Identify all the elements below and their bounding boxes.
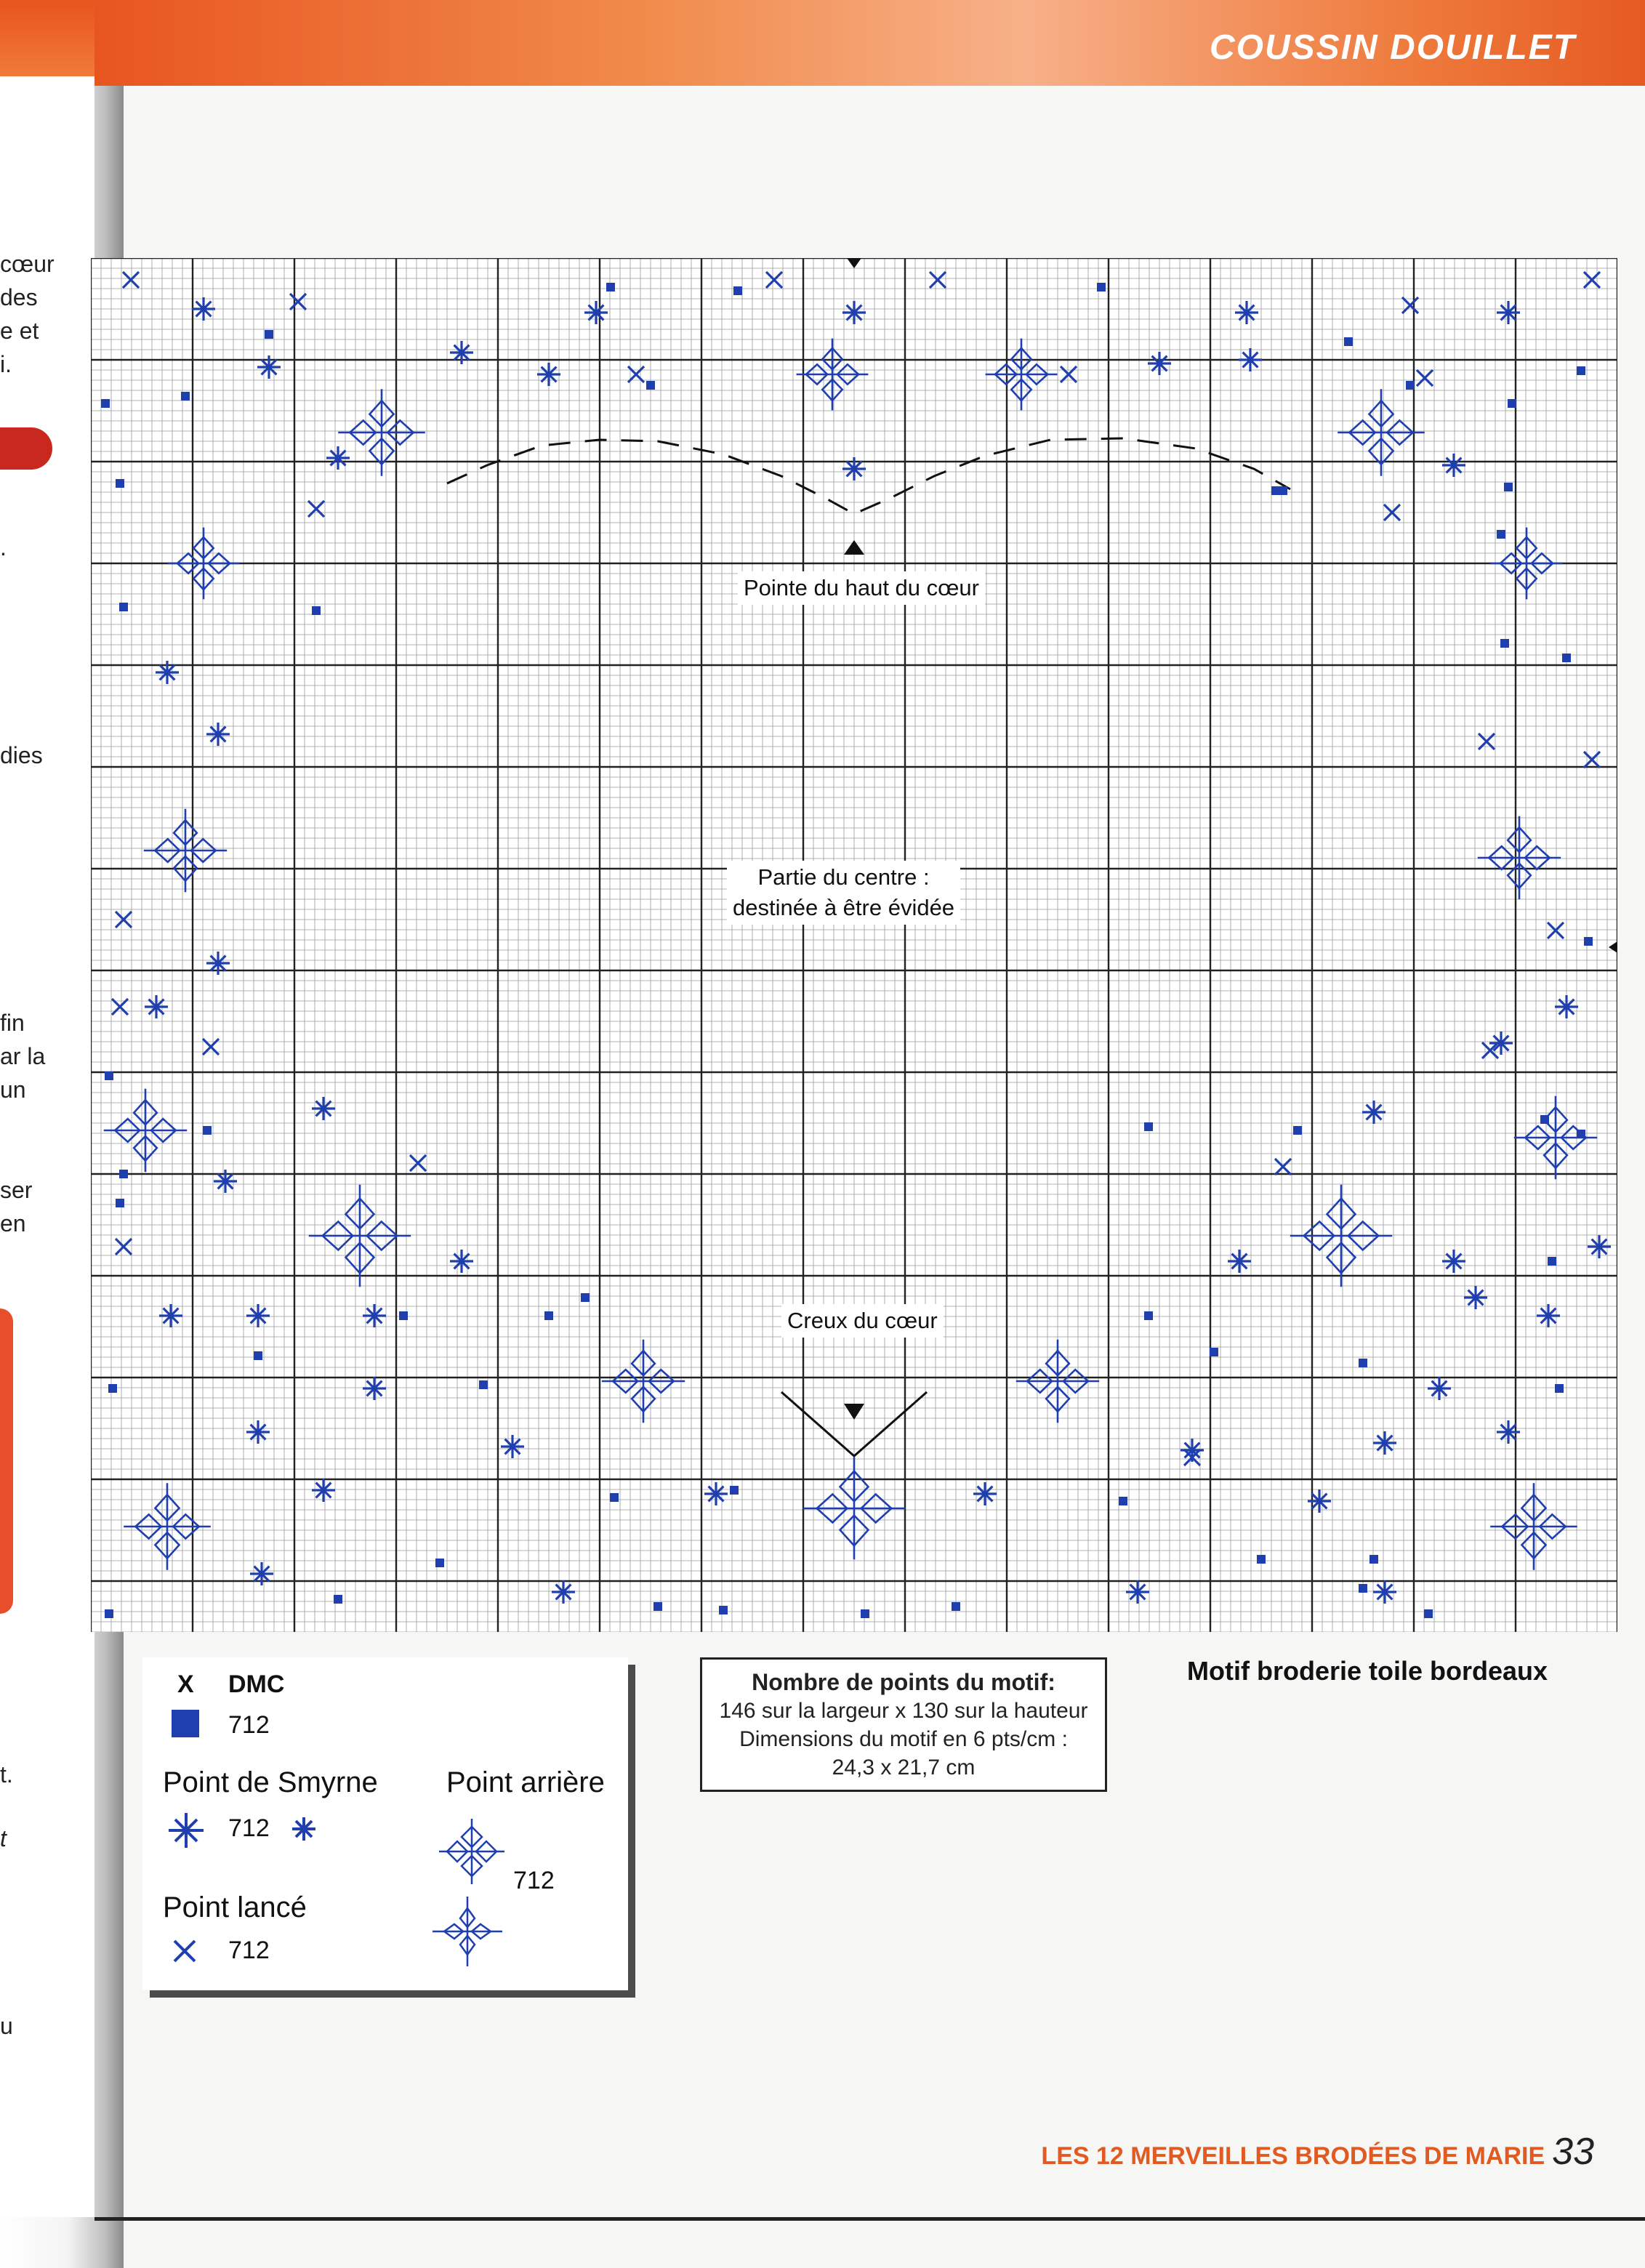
stitch-count-line1: 146 sur la largeur x 130 sur la hauteur: [719, 1699, 1088, 1723]
full-stitch: [108, 1384, 117, 1393]
full-stitch: [119, 603, 128, 611]
full-stitch: [1144, 1122, 1153, 1131]
full-stitch: [101, 399, 110, 408]
full-stitch: [544, 1311, 553, 1320]
previous-page-text: i.: [0, 351, 12, 377]
stitch-count-line3: 24,3 x 21,7 cm: [832, 1756, 976, 1780]
full-stitch: [1500, 639, 1509, 648]
label-center: [727, 861, 960, 925]
lance-stitch-icon: [169, 1935, 201, 1967]
full-stitch: [435, 1559, 444, 1567]
full-stitch: [1344, 337, 1353, 346]
full-stitch: [861, 1609, 869, 1618]
full-stitch: [119, 1170, 128, 1178]
full-stitch: [105, 1071, 113, 1080]
previous-page-text: un: [0, 1077, 26, 1103]
fill-swatch: [172, 1710, 199, 1737]
backstitch-diamond-icon: [432, 1811, 512, 1891]
previous-page-text: t.: [0, 1761, 13, 1788]
stitch-count-line2: Dimensions du motif en 6 pts/cm :: [739, 1727, 1068, 1751]
page-number: 33: [1552, 2131, 1594, 2173]
previous-page-text: en: [0, 1210, 26, 1236]
smyrna-stitch-icon: [164, 1809, 208, 1852]
cross-stitch-chart: [91, 258, 1617, 1632]
legend-lance-color: 712: [228, 1937, 270, 1964]
full-stitch: [1508, 399, 1516, 408]
full-stitch: [1577, 366, 1585, 375]
smyrna-small-icon: [288, 1813, 320, 1845]
full-stitch: [646, 381, 655, 390]
previous-page-text: ser: [0, 1177, 33, 1203]
full-stitch: [1144, 1311, 1153, 1320]
previous-page-text: u: [0, 2013, 13, 2039]
previous-page-header-band: [0, 0, 94, 76]
label-heart-hollow: Creux du cœur: [781, 1304, 944, 1338]
label-center-line1: Partie du centre :: [757, 864, 930, 890]
full-stitch: [116, 479, 124, 488]
full-stitch: [1424, 1609, 1433, 1618]
book-title: LES 12 MERVEILLES BRODÉES DE MARIE: [1041, 2142, 1545, 2170]
full-stitch: [1210, 1348, 1218, 1356]
stitch-count-box: [700, 1657, 1107, 1792]
full-stitch: [733, 286, 742, 295]
legend-backstitch-title: Point arrière: [446, 1766, 605, 1798]
legend-fill-color: 712: [228, 1711, 270, 1739]
motif-title: Motif broderie toile bordeaux: [1187, 1656, 1548, 1686]
full-stitch: [1370, 1555, 1378, 1564]
full-stitch: [1293, 1126, 1302, 1135]
bottom-rule: [94, 2217, 1645, 2221]
stitch-count-title: Nombre de points du motif:: [752, 1669, 1055, 1695]
legend-smyrna-title: Point de Smyrne: [163, 1766, 378, 1798]
full-stitch: [1562, 654, 1571, 662]
label-center-line2: destinée à être évidée: [733, 895, 955, 920]
full-stitch: [399, 1311, 408, 1320]
full-stitch: [1097, 283, 1106, 291]
page-footer: [1041, 2130, 1594, 2174]
previous-page-text: des: [0, 284, 38, 310]
full-stitch: [116, 1199, 124, 1207]
full-stitch: [479, 1380, 488, 1389]
full-stitch: [610, 1493, 619, 1502]
full-stitch: [181, 392, 190, 401]
previous-page-text: dies: [0, 742, 43, 768]
full-stitch: [312, 606, 321, 615]
full-stitch: [653, 1602, 662, 1611]
full-stitch: [334, 1595, 342, 1604]
full-stitch: [1504, 483, 1513, 491]
full-stitch: [1497, 530, 1505, 539]
full-stitch: [1359, 1584, 1367, 1593]
full-stitch: [1584, 937, 1593, 946]
full-stitch: [203, 1126, 212, 1135]
full-stitch: [1119, 1497, 1127, 1505]
legend-col-x: X: [177, 1670, 194, 1698]
previous-page-red-strip: [0, 1308, 13, 1614]
stitch-legend: [142, 1657, 628, 1990]
full-stitch: [952, 1602, 960, 1611]
full-stitch: [581, 1293, 590, 1302]
legend-smyrna-color: 712: [228, 1814, 270, 1842]
legend-backstitch-color: 712: [513, 1867, 555, 1894]
previous-page-text: cœur: [0, 251, 55, 277]
legend-col-dmc: DMC: [228, 1670, 285, 1698]
full-stitch: [1555, 1384, 1564, 1393]
full-stitch: [1548, 1257, 1556, 1266]
full-stitch: [265, 330, 273, 339]
full-stitch: [1279, 486, 1287, 495]
previous-page-text: fin: [0, 1010, 25, 1036]
full-stitch: [254, 1351, 262, 1360]
label-top-point: Pointe du haut du cœur: [738, 571, 985, 605]
previous-page-text: ar la: [0, 1043, 46, 1069]
previous-page-text: .: [0, 534, 7, 560]
previous-page-text: t: [0, 1825, 7, 1851]
full-stitch: [1257, 1555, 1266, 1564]
full-stitch: [606, 283, 615, 291]
section-title: COUSSIN DOUILLET: [1209, 28, 1576, 67]
header-band: [94, 0, 1645, 86]
previous-page-red-tab: [0, 427, 52, 470]
full-stitch: [719, 1606, 728, 1614]
full-stitch: [105, 1609, 113, 1618]
full-stitch: [1359, 1359, 1367, 1367]
backstitch-flower-icon: [427, 1891, 507, 1971]
full-stitch: [730, 1486, 739, 1495]
full-stitch: [1406, 381, 1415, 390]
legend-lance-title: Point lancé: [163, 1891, 307, 1923]
previous-page-text: e et: [0, 318, 39, 344]
